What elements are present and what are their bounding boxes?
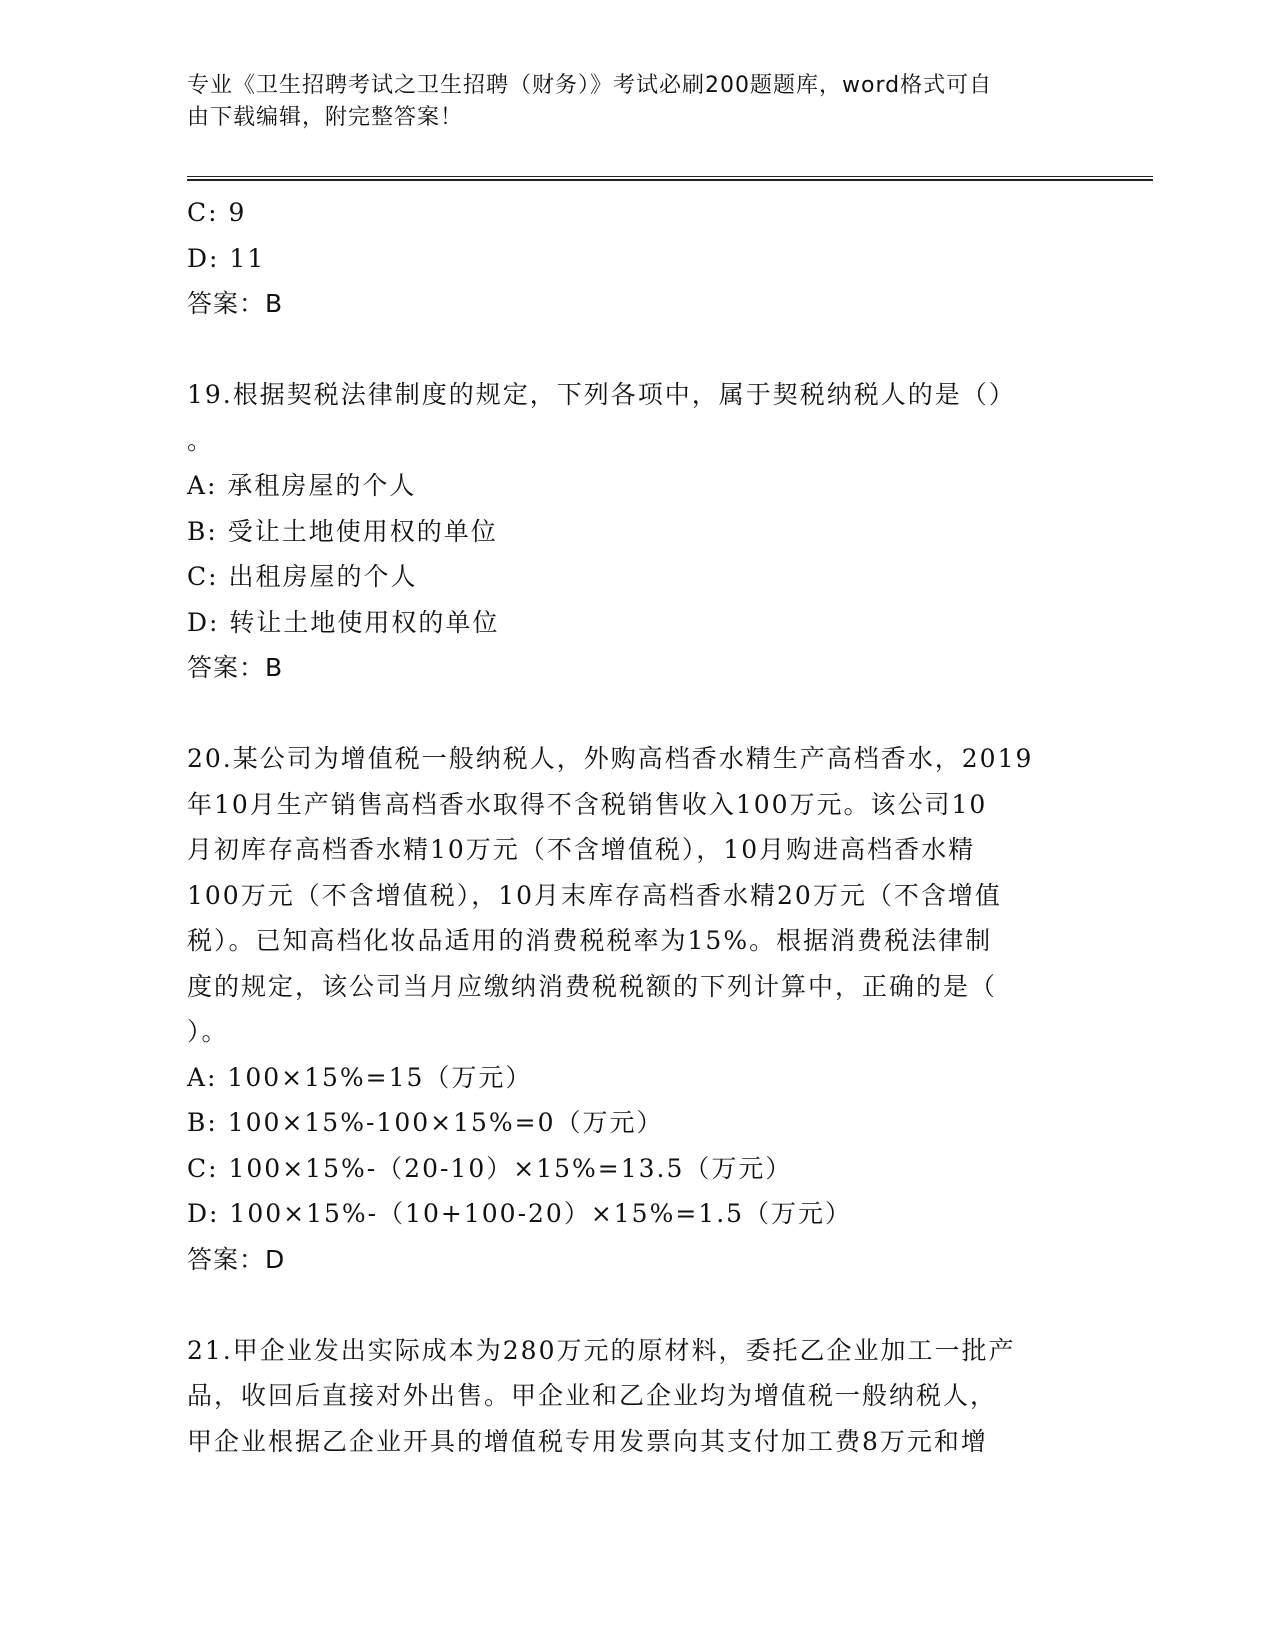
option-b: B: 受让土地使用权的单位 (187, 516, 498, 546)
answer: 答案：D (187, 1244, 286, 1274)
header-line-2: 由下载编辑，附完整答案！ (187, 105, 464, 130)
question-text-line: 100万元（不含增值税），10月末库存高档香水精20万元（不含增值 (187, 880, 1002, 910)
option-c: C: 出租房屋的个人 (187, 562, 418, 591)
question-text-line: 月初库存高档香水精10万元（不含增值税），10月购进高档香水精 (187, 835, 976, 864)
spacer (187, 691, 1087, 737)
question-text-line: 度的规定，该公司当月应缴纳消费税税额的下列计算中，正确的是（ (187, 971, 998, 1001)
option-b: B: 100×15%-100×15%=0（万元） (187, 1108, 664, 1137)
question-text-line: ）。 (187, 1017, 229, 1046)
answer: 答案：B (187, 653, 284, 682)
document-body (187, 190, 1087, 1464)
question-text-line: 。 (187, 425, 215, 455)
previous-question-tail (187, 190, 1087, 327)
option-c: C: 100×15%-（20-10）×15%=13.5（万元） (187, 1153, 793, 1183)
option-d: D: 转让土地使用权的单位 (187, 607, 500, 637)
option-d: D: 100×15%-（10+100-20）×15%=1.5（万元） (187, 1199, 853, 1228)
option-a: A: 100×15%=15（万元） (187, 1062, 533, 1092)
question-text-line: 20.某公司为增值税一般纳税人，外购高档香水精生产高档香水，2019 (187, 744, 1034, 773)
spacer (187, 1282, 1087, 1328)
option-a: A: 承租房屋的个人 (187, 471, 417, 500)
header-line-1: 专业《卫生招聘考试之卫生招聘（财务）》考试必刷200题题库，word格式可自 (187, 73, 993, 98)
option-d: D: 11 (187, 243, 266, 273)
answer: 答案：B (187, 289, 284, 318)
page-header (187, 70, 1067, 134)
question-21 (187, 1328, 1087, 1465)
question-19 (187, 372, 1087, 691)
question-text-line: 年10月生产销售高档香水取得不含税销售收入100万元。该公司10 (187, 789, 988, 819)
question-text-line: 21.甲企业发出实际成本为280万元的原材料，委托乙企业加工一批产 (187, 1335, 1016, 1365)
option-c: C: 9 (187, 198, 247, 227)
question-text-line: 品，收回后直接对外出售。甲企业和乙企业均为增值税一般纳税人， (187, 1381, 998, 1410)
question-text-line: 税）。已知高档化妆品适用的消费税税率为15%。根据消费税法律制 (187, 926, 993, 955)
question-text-line: 甲企业根据乙企业开具的增值税专用发票向其支付加工费8万元和增 (187, 1426, 988, 1456)
question-text-line: 19.根据契税法律制度的规定，下列各项中，属于契税纳税人的是（） (187, 380, 1016, 409)
question-20 (187, 736, 1087, 1282)
spacer (187, 327, 1087, 373)
header-divider (187, 176, 1153, 181)
